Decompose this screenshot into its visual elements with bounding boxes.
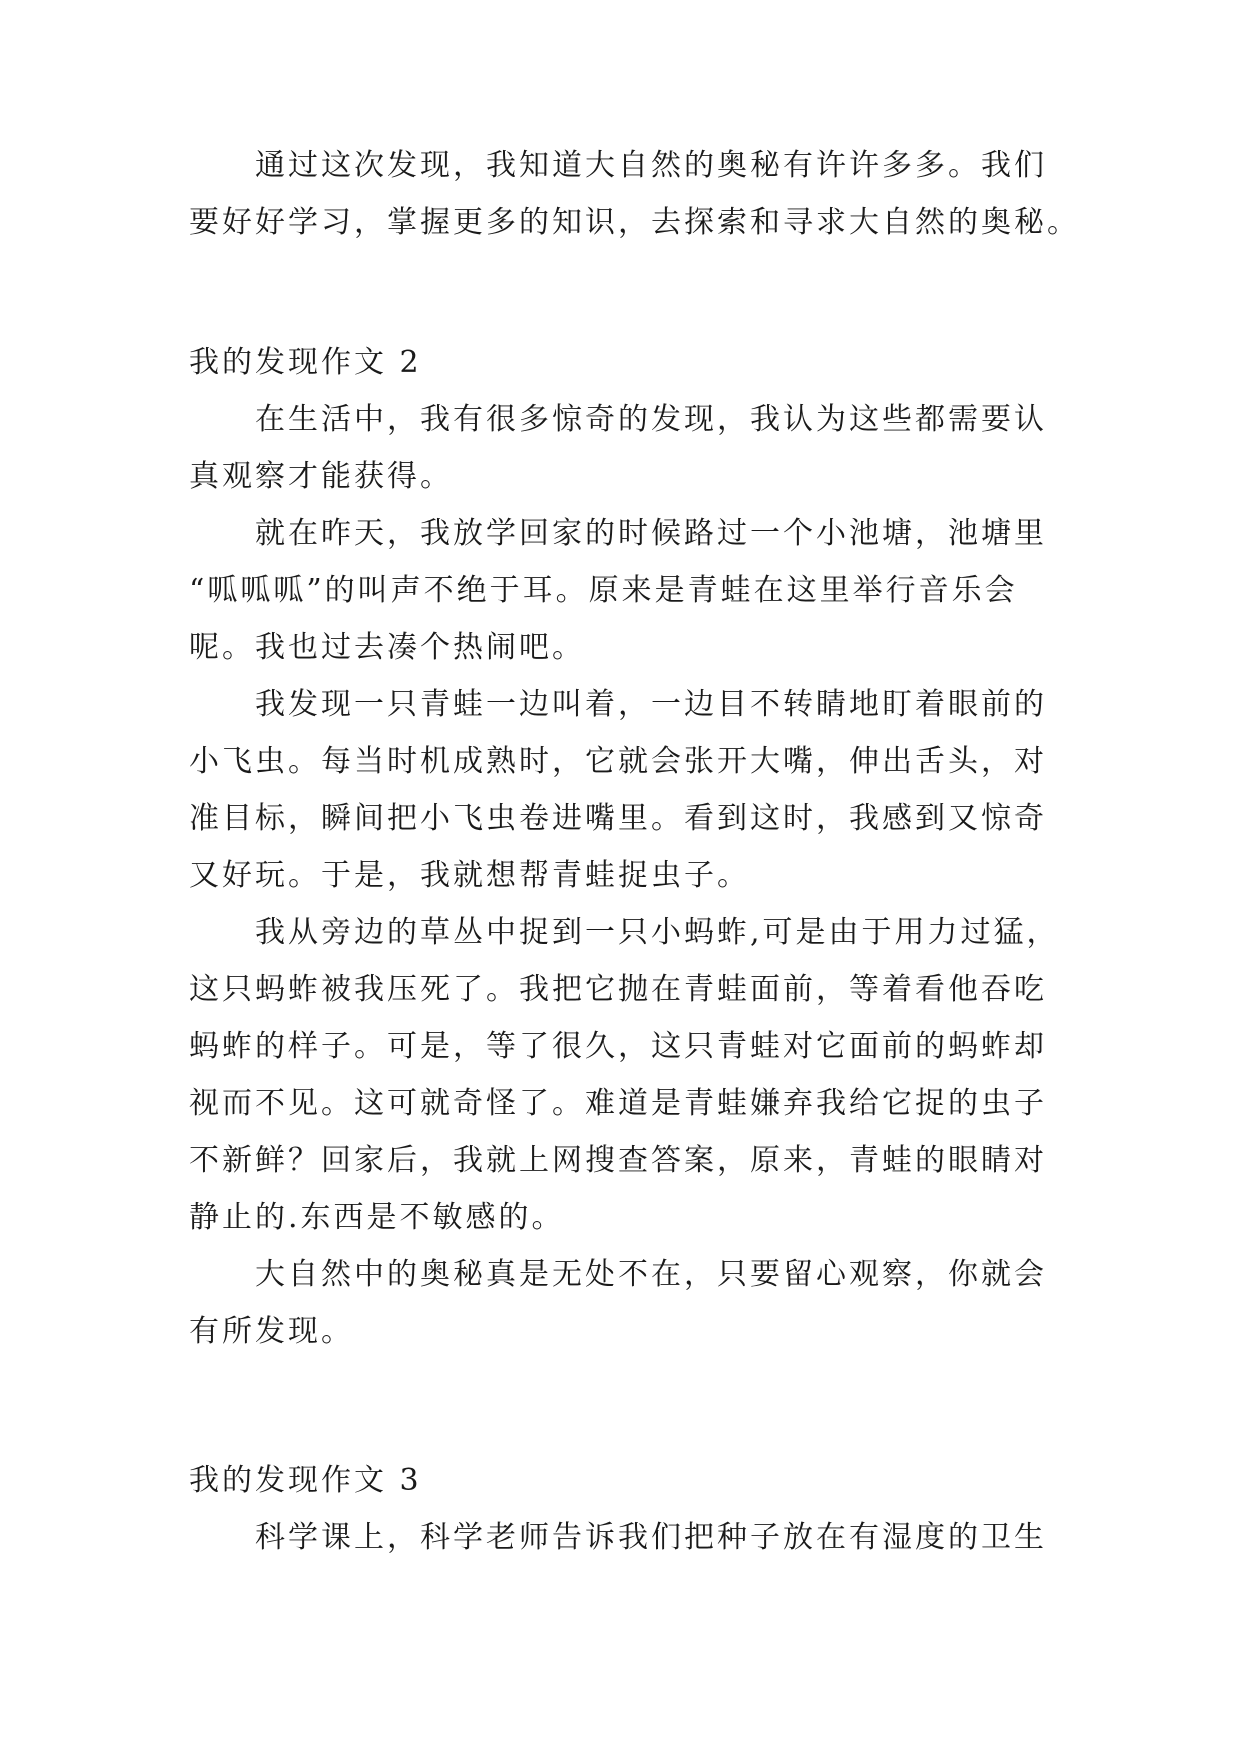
paragraph-line: 又好玩。于是，我就想帮青蛙捉虫子。 — [189, 858, 750, 893]
section-heading-3: 我的发现作文 3 — [189, 1463, 422, 1498]
paragraph-line: 视而不见。这可就奇怪了。难道是青蛙嫌弃我给它捉的虫子 — [189, 1086, 1047, 1121]
paragraph-line: 就在昨天，我放学回家的时候路过一个小池塘，池塘里 — [255, 516, 1047, 551]
paragraph-line: 大自然中的奥秘真是无处不在，只要留心观察，你就会 — [255, 1257, 1047, 1292]
paragraph — [189, 505, 1057, 676]
paragraph-line: 我从旁边的草丛中捉到一只小蚂蚱,可是由于用力过猛， — [255, 915, 1060, 950]
paragraph — [189, 391, 1057, 505]
paragraph-line: 真观察才能获得。 — [189, 459, 453, 494]
paragraph — [189, 1509, 1057, 1566]
section-3-body — [189, 1509, 1057, 1566]
paragraph-line: 准目标，瞬间把小飞虫卷进嘴里。看到这时，我感到又惊奇 — [189, 801, 1047, 836]
paragraph-line: 这只蚂蚱被我压死了。我把它抛在青蛙面前，等着看他吞吃 — [189, 972, 1047, 1007]
paragraph-line: “呱呱呱”的叫声不绝于耳。原来是青蛙在这里举行音乐会 — [189, 573, 1018, 608]
section-2-body — [189, 391, 1060, 1360]
paragraph — [189, 1246, 1057, 1360]
intro-paragraph — [189, 137, 1080, 251]
paragraph — [189, 904, 1060, 1246]
paragraph-line: 要好好学习，掌握更多的知识，去探索和寻求大自然的奥秘。 — [189, 205, 1080, 240]
paragraph-line: 通过这次发现，我知道大自然的奥秘有许许多多。我们 — [255, 148, 1047, 183]
section-heading-2: 我的发现作文 2 — [189, 345, 422, 380]
paragraph-line: 小飞虫。每当时机成熟时，它就会张开大嘴，伸出舌头，对 — [189, 744, 1047, 779]
paragraph-line: 有所发现。 — [189, 1314, 354, 1349]
paragraph-line: 我发现一只青蛙一边叫着，一边目不转睛地盯着眼前的 — [255, 687, 1047, 722]
paragraph-line: 静止的.东西是不敏感的。 — [189, 1200, 565, 1235]
paragraph-line: 蚂蚱的样子。可是，等了很久，这只青蛙对它面前的蚂蚱却 — [189, 1029, 1047, 1064]
paragraph-line: 在生活中，我有很多惊奇的发现，我认为这些都需要认 — [255, 402, 1047, 437]
paragraph — [189, 676, 1057, 904]
paragraph-line: 不新鲜？回家后，我就上网搜查答案，原来，青蛙的眼睛对 — [189, 1143, 1047, 1178]
paragraph-line: 科学课上，科学老师告诉我们把种子放在有湿度的卫生 — [255, 1520, 1047, 1555]
paragraph-line: 呢。我也过去凑个热闹吧。 — [189, 630, 585, 665]
